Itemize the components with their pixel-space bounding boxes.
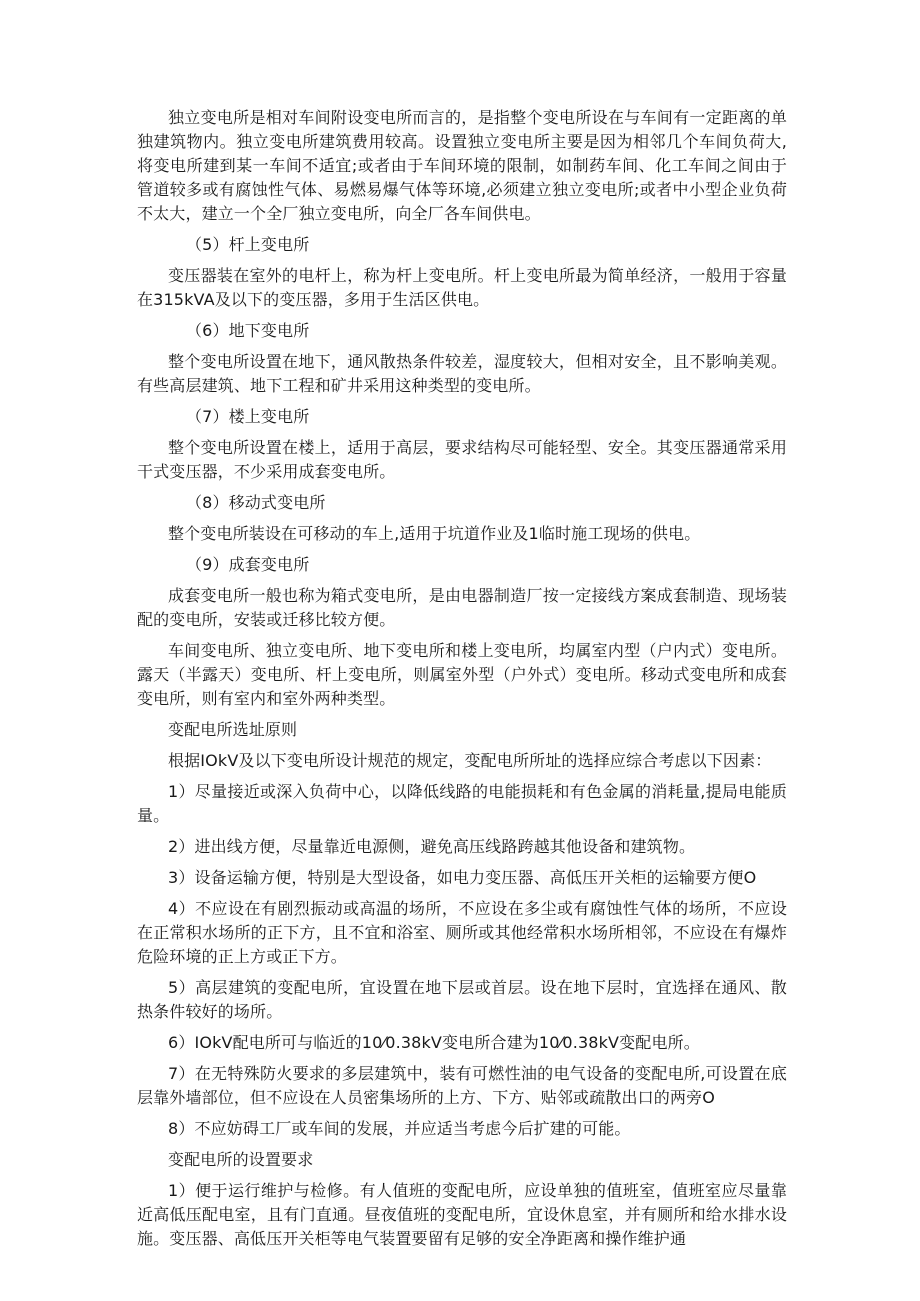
list-item-site-6: 6）IOkV配电所可与临近的10⁄0.38kV变电所合建为10⁄0.38kV变配电所。 [168, 1033, 700, 1052]
list-item-site-8: 8）不应妨碍工厂或车间的发展，并应适当考虑今后扩建的可能。 [168, 1119, 631, 1138]
paragraph-independent-substation: 独立变电所是相对车间附设变电所而言的，是指整个变电所设在与车间有一定距离的单独建筑物内。独立变电所建筑费用较高。设置独立变电所主要是因为相邻几个车间负荷大,将变电所建到某一车间不适宜;或者由于车间环境的限制，如制药车间、化工车间之间由于管道较多或有腐蚀性气体、易燃易爆气体等环境,必须建立独立变电所;或者中小型企业负荷不太大，建立一个全厂独立变电所，向全厂各车间供电。 [137, 108, 787, 223]
paragraph-upstairs-substation: 整个变电所设置在楼上，适用于高层，要求结构尽可能轻型、安全。其变压器通常采用干式变压器，不少采用成套变电所。 [137, 438, 787, 481]
list-item-site-1: 1）尽量接近或深入负荷中心，以降低线路的电能损耗和有色金属的消耗量,提局电能质量。 [137, 782, 787, 825]
list-item-site-5: 5）高层建筑的变配电所，宜设置在地下层或首层。设在地下层时，宜选择在通风、散热条件较好的场所。 [137, 978, 787, 1021]
heading-underground-substation: （6）地下变电所 [186, 321, 310, 340]
paragraph-mobile-substation: 整个变电所装设在可移动的车上,适用于坑道作业及1临时施工现场的供电。 [168, 524, 701, 543]
heading-pole-substation: （5）杆上变电所 [186, 235, 310, 254]
paragraph-pole-substation: 变压器装在室外的电杆上，称为杆上变电所。杆上变电所最为简单经济，一般用于容量在315kVA及以下的变压器，多用于生活区供电。 [137, 266, 787, 309]
heading-packaged-substation: （9）成套变电所 [186, 555, 310, 574]
list-item-site-4: 4）不应设在有剧烈振动或高温的场所，不应设在多尘或有腐蚀性气体的场所，不应设在正常积水场所的正下方，且不宜和浴室、厕所或其他经常积水场所相邻，不应设在有爆炸危险环境的正上方或正下方。 [137, 899, 787, 966]
heading-mobile-substation: （8）移动式变电所 [186, 493, 326, 512]
section-title-setup-requirements: 变配电所的设置要求 [168, 1150, 314, 1169]
document-body [137, 106, 787, 1258]
paragraph-packaged-substation: 成套变电所一般也称为箱式变电所，是由电器制造厂按一定接线方案成套制造、现场装配的变电所，安装或迁移比较方便。 [137, 586, 787, 629]
section-title-site-selection: 变配电所选址原则 [168, 720, 298, 739]
heading-upstairs-substation: （7）楼上变电所 [186, 407, 310, 426]
list-item-site-3: 3）设备运输方便，特别是大型设备，如电力变压器、高低压开关柜的运输要方便O [168, 868, 757, 887]
list-item-site-2: 2）进出线方便，尽量靠近电源侧，避免高压线路跨越其他设备和建筑物。 [168, 837, 696, 856]
paragraph-site-selection-intro: 根据IOkV及以下变电所设计规范的规定，变配电所所址的选择应综合考虑以下因素： [168, 751, 772, 770]
paragraph-substation-types: 车间变电所、独立变电所、地下变电所和楼上变电所，均属室内型（户内式）变电所。露天（半露天）变电所、杆上变电所，则属室外型（户外式）变电所。移动式变电所和成套变电所，则有室内和室外两种类型。 [137, 641, 787, 708]
list-item-site-7: 7）在无特殊防火要求的多层建筑中，装有可燃性油的电气设备的变配电所,可设置在底层靠外墙部位，但不应设在人员密集场所的上方、下方、贴邻或疏散出口的两旁O [137, 1064, 787, 1107]
list-item-setup-1: 1）便于运行维护与检修。有人值班的变配电所，应设单独的值班室，值班室应尽量靠近高低压配电室，且有门直通。昼夜值班的变配电所，宜设休息室，并有厕所和给水排水设施。变压器、高低压开关柜等电气装置要留有足够的安全净距离和操作维护通 [137, 1181, 787, 1248]
paragraph-underground-substation: 整个变电所设置在地下，通风散热条件较差，湿度较大，但相对安全，且不影响美观。有些高层建筑、地下工程和矿井采用这种类型的变电所。 [137, 352, 787, 395]
